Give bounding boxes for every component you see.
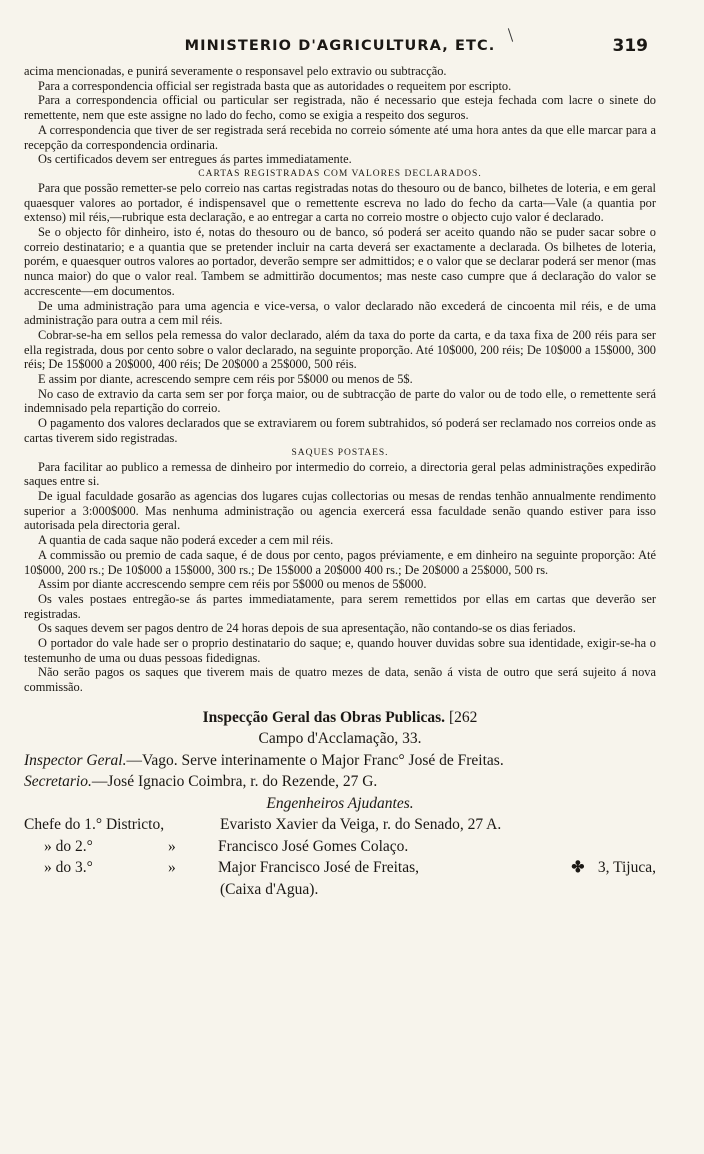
paragraph: Para a correspondencia official ou particular ser registrada, não é necessario que esteja fechada com lacre o sinete do remettente, nem que este assigne no lado do fecho, como se exigia a respeito dos seguros. xyxy=(24,93,656,123)
subheading-saques: SAQUES POSTAES. xyxy=(291,447,389,458)
secretary-line xyxy=(24,771,656,793)
subheading-cartas: CARTAS REGISTRADAS COM VALORES DECLARADOS. xyxy=(198,168,482,179)
paragraph: De igual faculdade gosarão as agencias dos lugares cujas collectorias ou mesas de rendas tenhão annualmente rendimento superior a 3:000$000. Mas nenhuma administração ou agencia exercerá essa faculdade senão quando estiver para isso autorisada pela directoria geral. xyxy=(24,488,656,533)
chefe-label: » do 2.° xyxy=(44,837,93,855)
chefe-ditto: » xyxy=(168,859,176,877)
chefe-label: Chefe do 1.° Districto, xyxy=(24,816,165,834)
paragraph: A commissão ou premio de cada saque, é de dous por cento, pagos préviamente, e em dinheiro na seguinte proporção: Até 10$000, 200 rs.; De 10$000 a 15$000, 300 rs.; De 15$000 a 20$000 400 rs.; De 20$000 a 25$000, 500 rs. xyxy=(24,547,656,577)
chefe-row-3 xyxy=(24,857,656,879)
paragraph: Os certificados devem ser entregues ás partes immediatamente. xyxy=(38,152,352,167)
inspection-address: Campo d'Acclamação, 33. xyxy=(258,730,422,748)
paragraph: De uma administração para uma agencia e vice-versa, o valor declarado não excederá de cincoenta mil réis, e de uma administração para outra a cem mil réis. xyxy=(24,298,656,328)
inspection-ref: [262 xyxy=(448,708,478,726)
chefe-tail: 3, Tijuca, xyxy=(597,859,656,877)
inspector-line xyxy=(24,750,656,772)
chefe-name: Francisco José Gomes Colaço. xyxy=(218,837,409,855)
running-title: MINISTERIO D'AGRICULTURA, ETC. xyxy=(184,38,496,54)
paragraph: O portador do vale hade ser o proprio destinatario do saque; e, quando houver duvidas sobre sua identidade, exigir-se-ha o testemunho de uma ou duas pessoas fidedignas. xyxy=(24,636,656,665)
body-text xyxy=(24,64,656,695)
paragraph: Assim por diante accrescendo sempre cem réis por 5$000 ou menos de 5$000. xyxy=(38,577,427,592)
chefe-row-1 xyxy=(24,814,656,836)
paragraph: Para que possão remetter-se pelo correio nas cartas registradas notas do thesouro ou de banco, bilhetes de loteria, e em geral quaesquer valores ao portador, é indispensavel que o remettente escreva no lado do fecho da carta—Vale (a quantia por extenso) mil réis,—rubrique esta declaração, e ao entregar a carta no correio mostre o objecto cujo valor é declarado. xyxy=(24,180,656,225)
paragraph: A quantia de cada saque não poderá exceder a cem mil réis. xyxy=(38,533,334,548)
paragraph: E assim por diante, acrescendo sempre cem réis por 5$000 ou menos de 5$. xyxy=(38,372,413,387)
inspector-text: —Vago. Serve interinamente o Major Franc° José de Freitas. xyxy=(126,751,504,769)
chefe-row-2 xyxy=(24,836,656,858)
paragraph: Não serão pagos os saques que tiverem mais de quatro mezes de data, senão á vista de outro que será sujeito á nova commissão. xyxy=(24,665,656,695)
secretary-text: —José Ignacio Coimbra, r. do Rezende, 27 G. xyxy=(91,773,378,791)
paragraph: Os saques devem ser pagos dentro de 24 horas depois de sua apresentação, não contando-se os dias feriados. xyxy=(38,621,576,636)
paragraph: O pagamento dos valores declarados que se extraviarem ou forem subtrahidos, só poderá ser reclamado nos correios onde as cartas tiverem sido registradas. xyxy=(24,416,656,445)
paragraph: Se o objecto fôr dinheiro, isto é, notas do thesouro ou de banco, só poderá ser aceito quando não se puder sacar sobre o correio destinatario; e a quantia que se pretender incluir na carta deverá ser exactamente a declarada. Os bilhetes de loteria, porém, e quaesquer outros valores ao portador, deverão sempre ser admittidos; e o valor que se declarar poderá ser menor (mas nunca maior) do que o valor real. Tambem se admittirão documentos; mas neste caso cumpre que á declaração do valor se accrescente—em documentos. xyxy=(24,225,656,298)
paragraph: Cobrar-se-ha em sellos pela remessa do valor declarado, além da taxa do porte da carta, e da taxa fixa de 200 réis para ser ella registrada, dous por cento sobre o valor declarado, na seguinte proporção. Até 10$000, 200 réis; De 10$000 a 15$000, 300 réis; De 15$000 a 20$000, 400 réis; De 20$000 a 25$000, 500 réis. xyxy=(24,327,656,372)
page-header xyxy=(24,34,656,60)
cross-icon: ✤ xyxy=(571,859,585,877)
inspection-title: Inspecção Geral das Obras Publicas. xyxy=(202,708,446,726)
engineers-heading: Engenheiros Ajudantes. xyxy=(266,794,414,812)
paragraph: No caso de extravio da carta sem ser por força maior, ou de subtracção de parte do valor ou de todo elle, o remettente será indemnisado pela repartição do correio. xyxy=(24,386,656,416)
paragraph: acima mencionadas, e punirá severamente o responsavel pelo extravio ou subtracção. xyxy=(24,64,447,78)
page-number: 319 xyxy=(612,36,648,56)
paragraph: Para facilitar ao publico a remessa de dinheiro por intermedio do correio, a directoria geral pelas administrações expedirão saques entre si. xyxy=(24,459,656,489)
paragraph: A correspondencia que tiver de ser registrada será recebida no correio sómente até uma hora antes da que elle marcar para a recepção da correspondencia ordinaria. xyxy=(24,122,656,152)
paragraph: Os vales postaes entregão-se ás partes immediatamente, para serem remettidos por ellas em cartas que deverão ser registradas. xyxy=(24,591,656,621)
chefe-name: Major Francisco José de Freitas, xyxy=(218,859,420,877)
chefe-name: Evaristo Xavier da Veiga, r. do Senado, 27 A. xyxy=(220,816,502,834)
document-page xyxy=(24,34,656,900)
inspection-section xyxy=(24,707,656,901)
inspection-heading xyxy=(24,707,656,729)
paragraph: Para a correspondencia official ser registrada basta que as autoridades o requeitem por escripto. xyxy=(38,78,512,93)
caixa-line: (Caixa d'Agua). xyxy=(220,880,319,898)
chefe-label: » do 3.° xyxy=(44,859,93,877)
secretary-label: Secretario. xyxy=(24,773,92,791)
chefe-ditto: » xyxy=(168,837,176,855)
inspector-label: Inspector Geral. xyxy=(24,751,127,769)
